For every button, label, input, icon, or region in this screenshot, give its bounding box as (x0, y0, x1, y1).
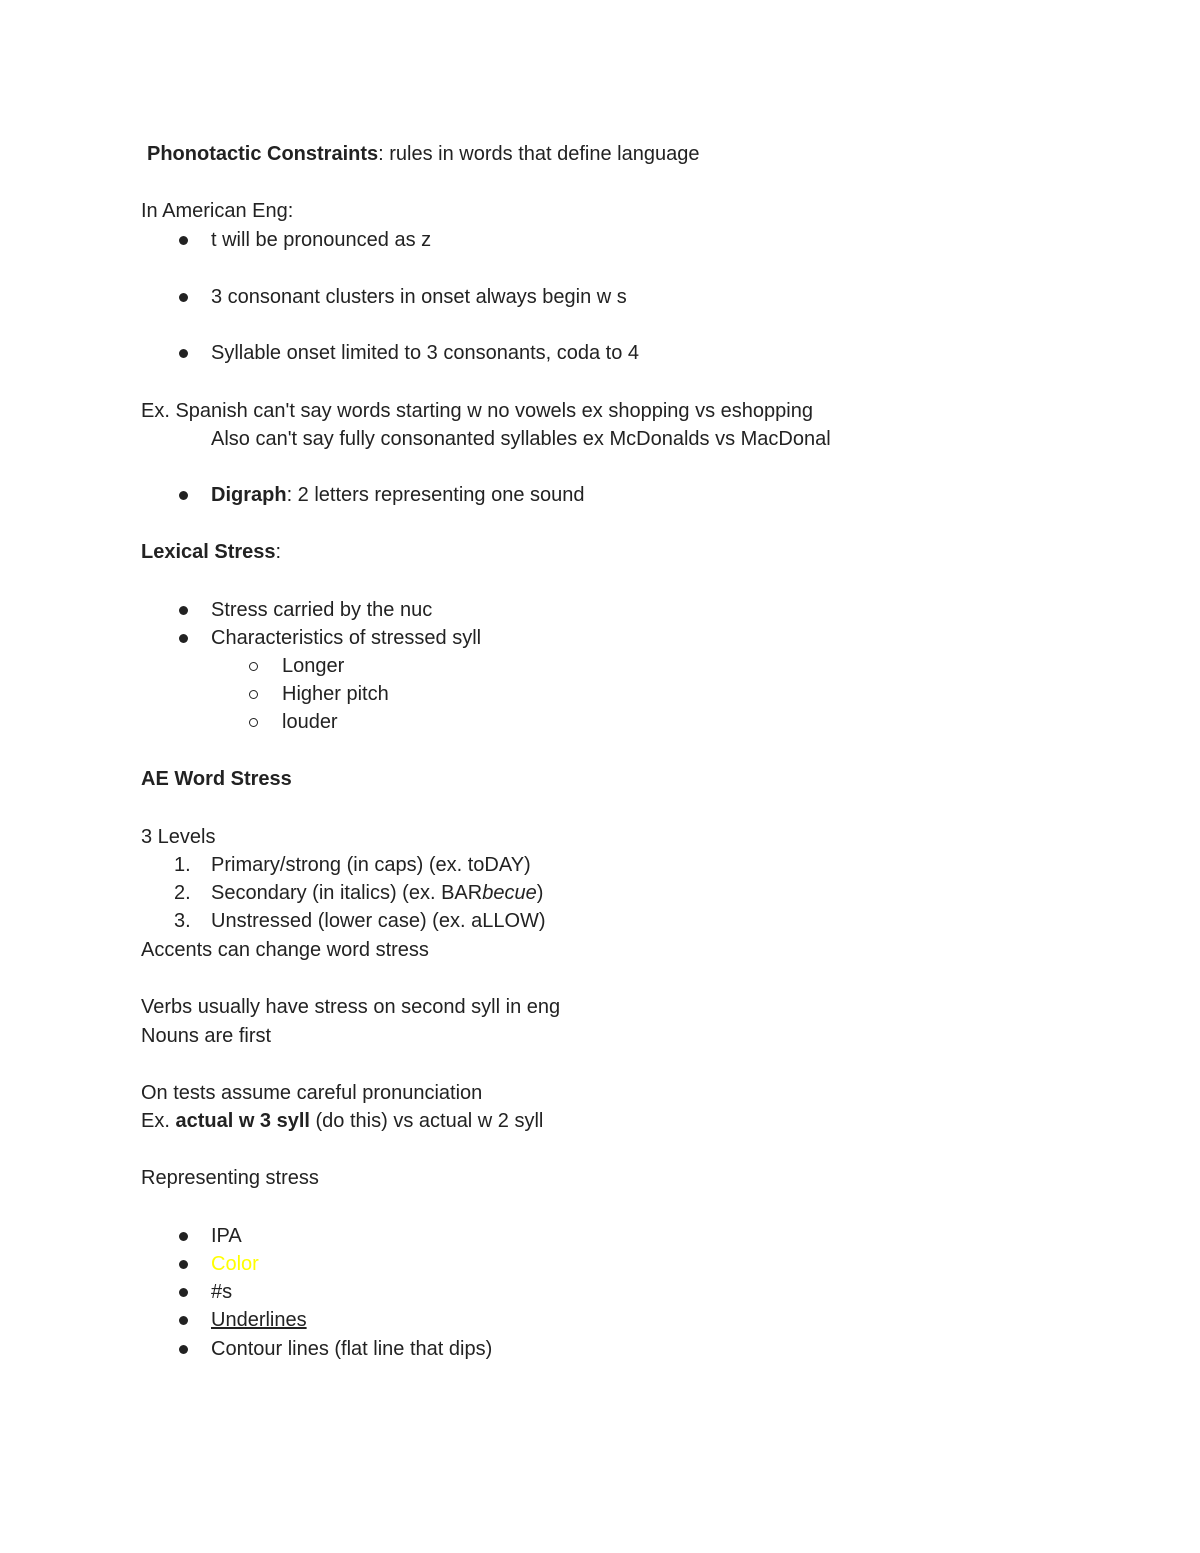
representing-item-contour: Contour lines (flat line that dips) (211, 1338, 493, 1360)
level-3-text: Unstressed (lower case) (ex. aLLOW) (211, 910, 546, 932)
level-number: 1. (174, 854, 191, 876)
lexical-item-2: Characteristics of stressed syll (211, 627, 482, 649)
tests-example-suffix: (do this) vs actual w 2 syll (309, 1110, 544, 1132)
tests-note: On tests assume careful pronunciation (141, 1082, 483, 1104)
lexical-stress-title: Lexical Stress (141, 541, 276, 563)
representing-item-numbers: #s (211, 1281, 233, 1303)
nouns-note: Nouns are first (141, 1025, 272, 1047)
bullet-icon (179, 1288, 188, 1297)
bullet-icon (179, 1260, 188, 1269)
phonotactic-definition: : rules in words that define language (378, 143, 700, 165)
bullet-icon (179, 349, 188, 358)
level-2-text-italic: becue (482, 882, 537, 904)
tests-example (141, 1107, 543, 1135)
lexical-subitem-3: louder (282, 711, 338, 733)
lexical-subitem-2: Higher pitch (282, 683, 389, 705)
digraph-term: Digraph (211, 484, 287, 506)
lexical-stress-colon: : (275, 541, 282, 563)
representing-item-color: Color (211, 1253, 259, 1275)
level-number: 3. (174, 910, 191, 932)
lexical-item-1: Stress carried by the nuc (211, 599, 433, 621)
hollow-bullet-icon (249, 718, 258, 727)
bullet-icon (179, 491, 188, 500)
american-rule-3: Syllable onset limited to 3 consonants, coda to 4 (211, 342, 640, 364)
tests-example-bold: actual w 3 syll (175, 1110, 310, 1132)
bullet-icon (179, 634, 188, 643)
verbs-note: Verbs usually have stress on second syll in eng (141, 996, 561, 1018)
ae-word-stress-title: AE Word Stress (141, 768, 292, 790)
spanish-example-line2: Also can't say fully consonanted syllables ex McDonalds vs MacDonal (211, 428, 831, 450)
tests-example-prefix: Ex. (141, 1110, 176, 1132)
lexical-subitem-1: Longer (282, 655, 345, 677)
american-rule-2: 3 consonant clusters in onset always begin w s (211, 286, 627, 308)
spanish-example-line1: Ex. Spanish can't say words starting w no vowels ex shopping vs eshopping (141, 400, 813, 422)
bullet-icon (179, 606, 188, 615)
ae-word-stress-heading (141, 765, 292, 793)
hollow-bullet-icon (249, 690, 258, 699)
bullet-icon (179, 1316, 188, 1325)
level-number: 2. (174, 882, 191, 904)
level-2-text-a: Secondary (in italics) (ex. BAR (211, 882, 483, 904)
hollow-bullet-icon (249, 662, 258, 671)
representing-heading: Representing stress (141, 1167, 319, 1189)
lexical-stress-heading (141, 538, 281, 566)
bullet-icon (179, 293, 188, 302)
phonotactic-heading (147, 140, 699, 168)
bullet-icon (179, 1345, 188, 1354)
digraph-definition: : 2 letters representing one sound (286, 484, 585, 506)
bullet-icon (179, 236, 188, 245)
levels-intro: 3 Levels (141, 826, 216, 848)
bullet-icon (179, 1232, 188, 1241)
representing-item-underlines: Underlines (211, 1309, 307, 1331)
american-rule-1: t will be pronounced as z (211, 229, 432, 251)
phonotactic-term: Phonotactic Constraints (147, 143, 379, 165)
level-1-text: Primary/strong (in caps) (ex. toDAY) (211, 854, 531, 876)
representing-item-ipa: IPA (211, 1225, 242, 1247)
american-intro: In American Eng: (141, 200, 294, 222)
level-2-text-c: ) (536, 882, 544, 904)
digraph-item (211, 481, 585, 509)
accents-note: Accents can change word stress (141, 939, 429, 961)
level-2-text (211, 879, 543, 907)
